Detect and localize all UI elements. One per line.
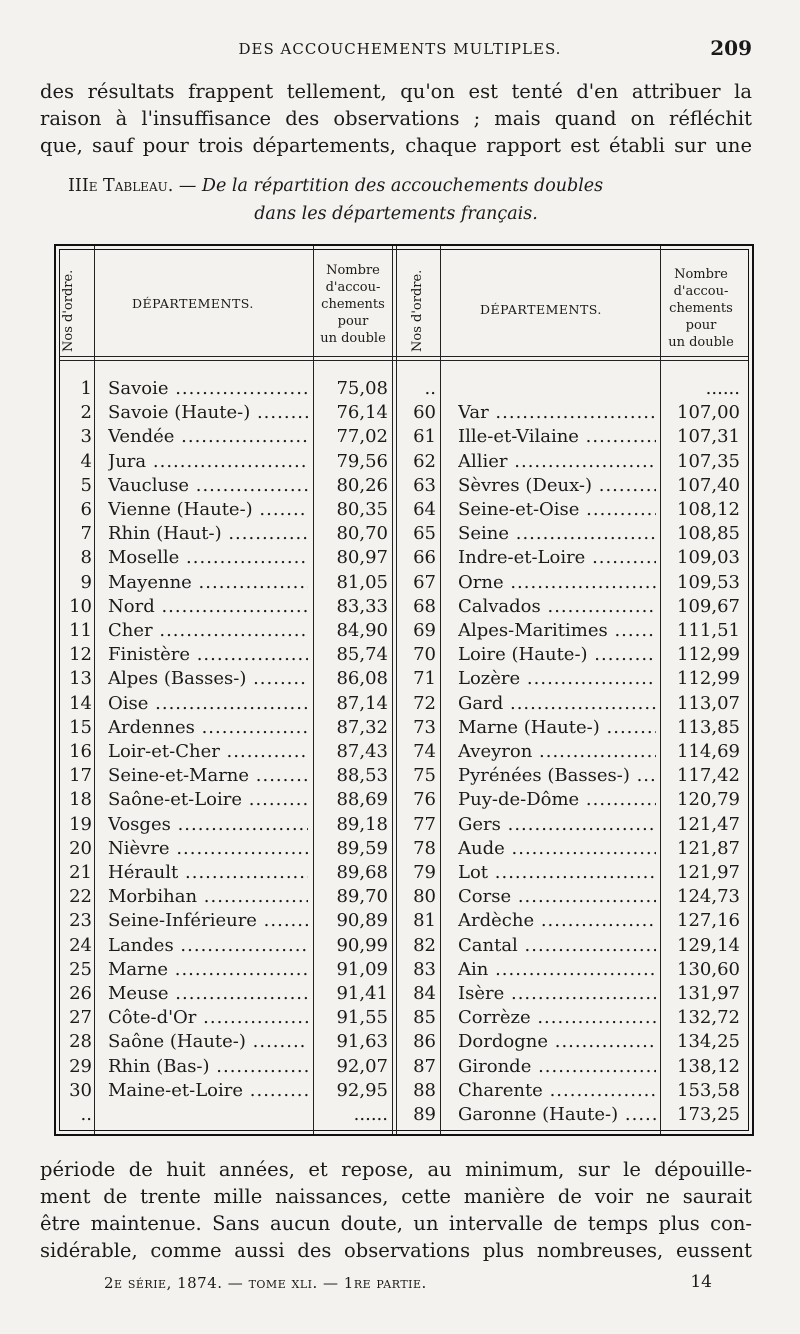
row-number: 25: [69, 958, 92, 980]
paragraph-line: des résultats frappent tellement, qu'on est tenté d'en attribuer la: [40, 80, 752, 103]
department-name: Savoie (Haute-) .....: [108, 401, 308, 425]
department-name: Ardèche .....: [458, 909, 656, 933]
ratio-value: 80,26: [336, 474, 388, 496]
running-head: [0, 36, 800, 66]
row-number: 17: [69, 765, 92, 787]
top-paragraph: [40, 78, 752, 159]
ratio-value: 109,67: [677, 595, 740, 617]
row-number: 64: [413, 499, 436, 520]
row-number: 70: [413, 644, 436, 666]
department-name: Nièvre .....: [108, 837, 308, 861]
department-name: Loir-et-Cher .....: [108, 740, 308, 764]
row-number: 75: [413, 765, 436, 787]
department-name: Saône-et-Loire .....: [108, 788, 308, 812]
ratio-value: 108,12: [677, 499, 740, 520]
department-name: Pyrénées (Basses-) .....: [458, 764, 656, 788]
department-name: Gironde .....: [458, 1055, 656, 1079]
row-number: 73: [413, 716, 436, 738]
signature-mark: 14: [690, 1272, 712, 1292]
department-name: Hérault .....: [108, 861, 308, 885]
row-number: 28: [69, 1031, 92, 1053]
row-number: 85: [413, 1007, 436, 1029]
ratio-value: 91,63: [336, 1031, 388, 1053]
department-name: Calvados .....: [458, 595, 656, 619]
department-name: Marne (Haute-) .....: [458, 716, 656, 740]
department-name: Saône (Haute-) .....: [108, 1030, 308, 1054]
ratio-value: 107,31: [677, 426, 740, 448]
ratio-value: 88,53: [336, 765, 388, 787]
caption-line2: dans les départements français.: [254, 204, 538, 224]
department-name: Meuse .....: [108, 982, 308, 1006]
row-number: 14: [69, 692, 92, 714]
row-number: 80: [413, 886, 436, 908]
department-name: Sèvres (Deux-) .....: [458, 474, 656, 498]
column-rule: [440, 246, 441, 1134]
row-number: 15: [69, 716, 92, 738]
paragraph-line: que, sauf pour trois départements, chaque rapport est établi sur une: [40, 134, 752, 157]
ratio-value: 131,97: [677, 983, 740, 1004]
department-name: Alpes-Maritimes .....: [458, 619, 656, 643]
row-number: 76: [413, 789, 436, 811]
row-number: 26: [69, 983, 92, 1004]
ratio-value: 112,99: [677, 644, 740, 666]
department-name: Loire (Haute-) .....: [458, 643, 656, 667]
ratio-value: 113,07: [677, 692, 740, 714]
department-name: Corse .....: [458, 885, 656, 909]
department-name: Charente .....: [458, 1079, 656, 1103]
ratio-value: 89,68: [336, 862, 388, 883]
department-name: Marne .....: [108, 958, 308, 982]
department-name: Seine .....: [458, 522, 656, 546]
header-ordre-left: Nos d'ordre.: [61, 269, 76, 352]
row-number: 3: [80, 426, 92, 448]
department-name: Seine-Inférieure .....: [108, 909, 308, 933]
column-rule: [313, 246, 314, 1134]
ratio-value: 121,97: [677, 862, 740, 883]
ratio-value: ......: [353, 1104, 388, 1125]
row-number: 19: [69, 813, 92, 835]
ratio-value: 91,41: [336, 983, 388, 1004]
header-rule: [60, 356, 748, 357]
row-number: 68: [413, 595, 436, 617]
ratio-value: 129,14: [677, 934, 740, 956]
department-name: Ardennes .....: [108, 716, 308, 740]
ratio-value: 107,40: [677, 474, 740, 496]
ratio-value: 90,89: [336, 910, 388, 932]
ratio-value: 127,16: [677, 910, 740, 932]
ratio-value: 114,69: [677, 741, 740, 762]
department-name: Rhin (Haut-) .....: [108, 522, 308, 546]
row-number: 63: [413, 474, 436, 496]
paragraph-line: être maintenue. Sans aucun doute, un intervalle de temps plus con-: [40, 1212, 752, 1235]
table-caption: [40, 172, 752, 228]
row-number: 23: [69, 910, 92, 932]
row-number: 24: [69, 934, 92, 956]
department-name: Seine-et-Oise .....: [458, 498, 656, 522]
row-number: 18: [69, 789, 92, 811]
department-name: Dordogne .....: [458, 1030, 656, 1054]
department-name: Rhin (Bas-) .....: [108, 1055, 308, 1079]
ratio-value: 132,72: [677, 1007, 740, 1029]
row-number: 12: [69, 644, 92, 666]
row-number: 62: [413, 450, 436, 472]
row-number: 74: [413, 741, 436, 762]
row-number: 13: [69, 668, 92, 690]
department-name: Mayenne .....: [108, 571, 308, 595]
department-name: Var .....: [458, 401, 656, 425]
ratio-value: 89,59: [336, 837, 388, 859]
department-name: Isère .....: [458, 982, 656, 1006]
header-nombre-left: Nombre d'accou- chements pour un double: [320, 263, 386, 346]
row-number: 7: [80, 523, 92, 545]
row-number: 67: [413, 571, 436, 593]
ratio-value: 134,25: [677, 1031, 740, 1053]
department-name: Aveyron .....: [458, 740, 656, 764]
ratio-value: 79,56: [336, 450, 388, 472]
row-number: 16: [69, 741, 92, 762]
ratio-value: 87,43: [336, 741, 388, 762]
ratio-value: 91,55: [336, 1007, 388, 1029]
department-name: Vendée .....: [108, 425, 308, 449]
ratio-value: 83,33: [336, 595, 388, 617]
department-name: Moselle .....: [108, 546, 308, 570]
ratio-value: 89,70: [336, 886, 388, 908]
row-number: 11: [69, 620, 92, 641]
row-number: ..: [424, 378, 436, 399]
paragraph-line: ment de trente mille naissances, cette manière de voir ne saurait: [40, 1185, 752, 1208]
department-name: [458, 377, 656, 401]
row-number: 9: [80, 571, 92, 593]
row-number: 88: [413, 1079, 436, 1101]
ratio-value: 81,05: [336, 571, 388, 593]
row-number: 66: [413, 547, 436, 569]
ratio-value: 107,00: [677, 402, 740, 424]
row-number: 30: [69, 1079, 92, 1101]
row-number: 84: [413, 983, 436, 1004]
ratio-value: 89,18: [336, 813, 388, 835]
department-name: Savoie .....: [108, 377, 308, 401]
ratio-value: 120,79: [677, 789, 740, 811]
row-number: 5: [80, 474, 92, 496]
department-name: Gers .....: [458, 813, 656, 837]
row-number: 61: [413, 426, 436, 448]
row-number: 21: [69, 862, 92, 883]
row-number: 78: [413, 837, 436, 859]
row-number: 87: [413, 1055, 436, 1077]
department-name: Orne .....: [458, 571, 656, 595]
ratio-value: 113,85: [677, 716, 740, 738]
paragraph-line: période de huit années, et repose, au minimum, sur le dépouille-: [40, 1158, 752, 1181]
ratio-value: 173,25: [677, 1104, 740, 1125]
ratio-value: 111,51: [677, 620, 740, 641]
department-name: Oise .....: [108, 692, 308, 716]
ratio-value: 109,03: [677, 547, 740, 569]
department-name: Landes .....: [108, 934, 308, 958]
ratio-value: 86,08: [336, 668, 388, 690]
department-name: Nord .....: [108, 595, 308, 619]
ratio-value: 138,12: [677, 1055, 740, 1077]
ratio-value: 80,70: [336, 523, 388, 545]
row-number: 6: [80, 499, 92, 520]
row-number: 82: [413, 934, 436, 956]
department-name: Puy-de-Dôme .....: [458, 788, 656, 812]
department-name: Allier .....: [458, 450, 656, 474]
department-name: Finistère .....: [108, 643, 308, 667]
department-name: Lozère .....: [458, 667, 656, 691]
ratio-value: 90,99: [336, 934, 388, 956]
column-rule: [94, 246, 95, 1134]
department-name: Seine-et-Marne .....: [108, 764, 308, 788]
column-rule: [396, 246, 397, 1134]
header-ordre-right: Nos d'ordre.: [410, 269, 425, 352]
row-number: 71: [413, 668, 436, 690]
department-name: Corrèze .....: [458, 1006, 656, 1030]
ratio-value: 76,14: [336, 402, 388, 424]
department-name: Côte-d'Or .....: [108, 1006, 308, 1030]
ratio-value: 92,07: [336, 1055, 388, 1077]
ratio-value: 117,42: [677, 765, 740, 787]
department-name: Vosges .....: [108, 813, 308, 837]
row-number: 72: [413, 692, 436, 714]
paragraph-line: sidérable, comme aussi des observations plus nombreuses, eussent: [40, 1239, 752, 1262]
row-number: 81: [413, 910, 436, 932]
ratio-value: 124,73: [677, 886, 740, 908]
row-number: 8: [80, 547, 92, 569]
row-number: 89: [413, 1104, 436, 1125]
department-name: Lot .....: [458, 861, 656, 885]
ratio-value: 88,69: [336, 789, 388, 811]
row-number: 22: [69, 886, 92, 908]
row-number: 79: [413, 862, 436, 883]
department-name: Morbihan .....: [108, 885, 308, 909]
row-number: 2: [80, 402, 92, 424]
ratio-value: 112,99: [677, 668, 740, 690]
header-departements-right: DÉPARTEMENTS.: [480, 302, 602, 317]
row-number: ..: [80, 1104, 92, 1125]
column-rule: [660, 246, 661, 1134]
column-rule: [392, 246, 393, 1134]
row-number: 4: [80, 450, 92, 472]
row-number: 20: [69, 837, 92, 859]
department-name: Ille-et-Vilaine .....: [458, 425, 656, 449]
department-name: Aude .....: [458, 837, 656, 861]
department-name: Jura .....: [108, 450, 308, 474]
ratio-value: 84,90: [336, 620, 388, 641]
row-number: 83: [413, 958, 436, 980]
ratio-value: 80,97: [336, 547, 388, 569]
ratio-value: 85,74: [336, 644, 388, 666]
ratio-value: 153,58: [677, 1079, 740, 1101]
ratio-value: 107,35: [677, 450, 740, 472]
department-name: Alpes (Basses-) .....: [108, 667, 308, 691]
ratio-value: 87,32: [336, 716, 388, 738]
header-departements-left: DÉPARTEMENTS.: [132, 296, 254, 311]
row-number: 60: [413, 402, 436, 424]
department-name: Vienne (Haute-) .....: [108, 498, 308, 522]
ratio-value: 80,35: [336, 499, 388, 520]
ratio-value: 75,08: [336, 378, 388, 399]
ratio-value: 130,60: [677, 958, 740, 980]
department-name: Maine-et-Loire .....: [108, 1079, 308, 1103]
row-number: 65: [413, 523, 436, 545]
ratio-value: 109,53: [677, 571, 740, 593]
row-number: 69: [413, 620, 436, 641]
row-number: 77: [413, 813, 436, 835]
row-number: 27: [69, 1007, 92, 1029]
row-number: 29: [69, 1055, 92, 1077]
ratio-value: 92,95: [336, 1079, 388, 1101]
bottom-paragraph: [40, 1156, 752, 1264]
department-name: Vaucluse .....: [108, 474, 308, 498]
ratio-value: 77,02: [336, 426, 388, 448]
row-number: 86: [413, 1031, 436, 1053]
department-name: Ain .....: [458, 958, 656, 982]
department-name: [108, 1103, 308, 1127]
page-footer: [0, 1270, 800, 1298]
ratio-value: 91,09: [336, 958, 388, 980]
department-name: Cher .....: [108, 619, 308, 643]
header-nombre-right: Nombre d'accou- chements pour un double: [668, 267, 734, 350]
ratio-value: 121,47: [677, 813, 740, 835]
department-name: Indre-et-Loire .....: [458, 546, 656, 570]
department-name: Garonne (Haute-) .....: [458, 1103, 656, 1127]
page-number: 209: [710, 36, 752, 60]
row-number: 10: [69, 595, 92, 617]
ratio-value: 87,14: [336, 692, 388, 714]
running-title: DES ACCOUCHEMENTS MULTIPLES.: [238, 40, 562, 58]
department-name: Gard .....: [458, 692, 656, 716]
ratio-value: 121,87: [677, 837, 740, 859]
footer-text: 2e série, 1874. — tome xli. — 1re partie.: [104, 1274, 427, 1292]
ratio-value: 108,85: [677, 523, 740, 545]
department-name: Cantal .....: [458, 934, 656, 958]
row-number: 1: [80, 378, 92, 399]
caption-label: IIIe Tableau.: [68, 176, 174, 196]
caption-line1: — De la répartition des accouchements doubles: [173, 176, 604, 196]
header-rule: [60, 360, 748, 361]
paragraph-line: raison à l'insuffisance des observations ; mais quand on réfléchit: [40, 107, 752, 130]
ratio-value: ......: [705, 378, 740, 399]
